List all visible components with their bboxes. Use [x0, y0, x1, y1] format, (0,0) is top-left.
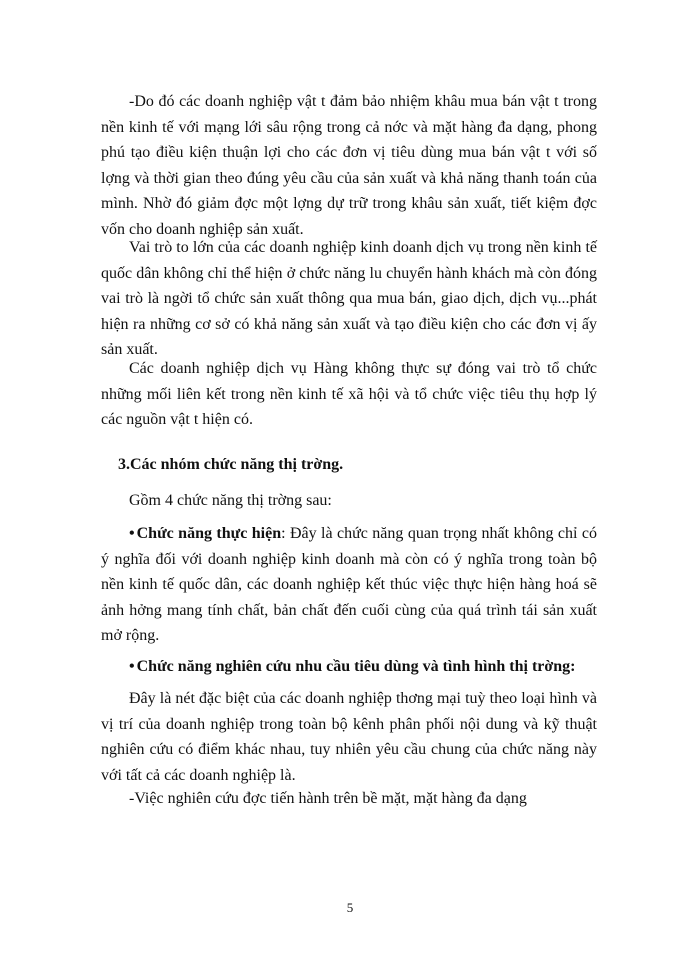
paragraph-4: Đây là nét đặc biệt của các doanh nghiệp thơng mại tuỳ theo loại hình và vị trí của doanh nghiệp trong toàn bộ kênh phân phối nội dung và kỹ thuật nghiên cứu có điểm khác nhau, tuy nhiên yêu cầu chung của chức năng này với tất cả các doanh nghiệp là. — [101, 690, 597, 784]
bullet-item-1 — [101, 521, 597, 649]
bullet-marker: • — [129, 658, 135, 675]
paragraph-3: Các doanh nghiệp dịch vụ Hàng không thực sự đóng vai trò tổ chức những mối liên kết trong nền kinh tế xã hội và tổ chức việc tiêu thụ hợp lý các nguồn vật t hiện có. — [101, 360, 597, 429]
bullet-marker: • — [129, 525, 135, 542]
bullet-title: Chức năng nghiên cứu nhu cầu tiêu dùng và tình hình thị trờng: — [136, 658, 576, 675]
page-number: 5 — [346, 900, 354, 915]
bullet-text: : Đây là chức năng quan trọng nhất không chỉ có ý nghĩa đối với doanh nghiệp kinh doanh mà còn có ý nghĩa trong toàn bộ nền kinh tế quốc dân, các doanh nghiệp kết thúc việc thực hiện hàng hoá sẽ ảnh hởng mang tính chất, bản chất đến cuối cùng của quá trình tái sản xuất mở rộng. — [101, 525, 597, 645]
bullet-item-2 — [101, 654, 597, 680]
bullet-title: Chức năng thực hiện — [136, 525, 282, 542]
section-heading: 3.Các nhóm chức năng thị trờng. — [118, 456, 344, 473]
paragraph-2: Vai trò to lớn của các doanh nghiệp kinh doanh dịch vụ trong nền kinh tế quốc dân không chỉ thể hiện ở chức năng lu chuyển hành khách mà còn đóng vai trò là ngời tổ chức sản xuất thông qua mua bán, giao dịch, dịch vụ...phát hiện ra những cơ sở có khả năng sản xuất và tạo điều kiện cho các đơn vị ấy sản xuất. — [101, 239, 597, 359]
paragraph-5: -Việc nghiên cứu đợc tiến hành trên bề mặt, mặt hàng đa dạng — [129, 790, 527, 807]
paragraph-1: -Do đó các doanh nghiệp vật t đảm bảo nhiệm khâu mua bán vật t trong nền kinh tế với mạng lới sâu rộng trong cả nớc và mặt hàng đa dạng, phong phú tạo điều kiện thuận lợi cho các đơn vị tiêu dùng mua bán vật t với số lợng và thời gian theo đúng yêu cầu của sản xuất và khả năng thanh toán của mình. Nhờ đó giảm đợc một lợng dự trữ trong khâu sản xuất, tiết kiệm đợc vốn cho doanh nghiệp sản xuất. — [101, 93, 597, 238]
intro-line: Gồm 4 chức năng thị trờng sau: — [129, 492, 332, 509]
